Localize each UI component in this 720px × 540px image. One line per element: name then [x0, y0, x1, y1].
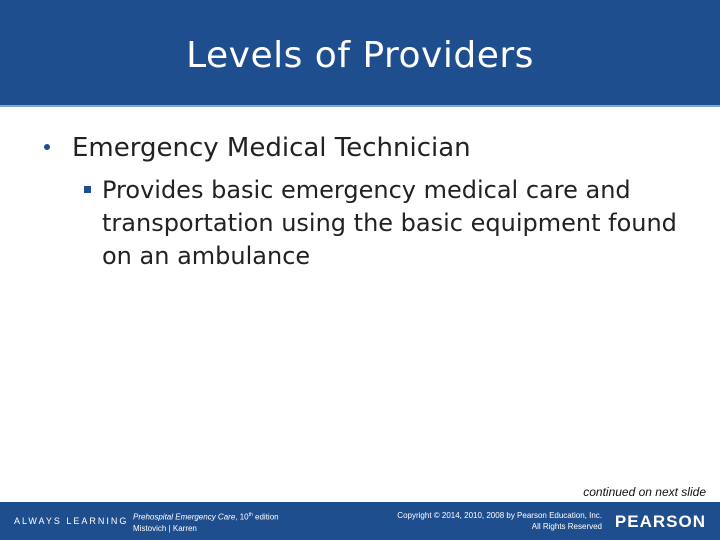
edition-number: 10: [239, 512, 249, 522]
tagline: ALWAYS LEARNING: [14, 516, 129, 526]
copyright-block: [397, 510, 602, 532]
slide-title: Levels of Providers: [186, 35, 534, 76]
copyright-text: Copyright © 2014, 2010, 2008 by Pearson Education, Inc.: [397, 511, 602, 520]
square-bullet-icon: [84, 186, 91, 193]
footer-bar: [0, 502, 720, 540]
bullet-dot-icon: [44, 144, 50, 150]
book-info: Prehospital Emergency Care, 10th edition Mistovich | Karren: [133, 512, 279, 533]
bullet-text: Emergency Medical Technician: [72, 133, 471, 163]
book-title: Prehospital Emergency Care: [133, 512, 236, 522]
title-bar: [0, 0, 720, 107]
authors: Mistovich | Karren: [133, 523, 197, 533]
pearson-logo: PEARSON: [614, 512, 706, 531]
sub-bullet-text: Provides basic emergency medical care and transportation using the basic equipment found on an ambulance: [102, 176, 677, 270]
continued-note: continued on next slide: [583, 485, 706, 499]
edition-word: edition: [252, 512, 279, 522]
edition-suffix: th: [248, 512, 253, 518]
rights-text: All Rights Reserved: [531, 522, 602, 531]
